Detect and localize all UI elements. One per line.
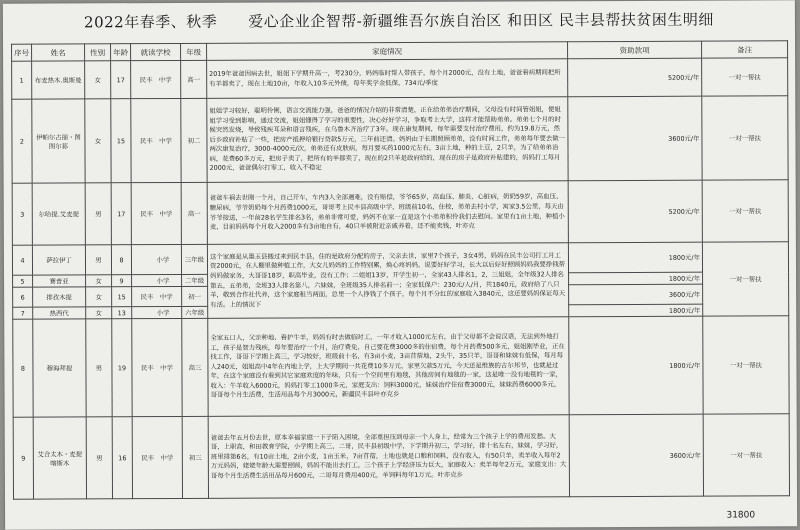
cell-gender: 女 — [86, 275, 112, 287]
cell-name: 萨拉伊丁 — [32, 245, 85, 275]
cell-grade: 初二 — [181, 98, 207, 182]
header-family: 家庭情况 — [207, 42, 568, 61]
cell-age: 16 — [112, 417, 132, 499]
cell-grade: 高一 — [181, 182, 207, 244]
cell-gender: 男 — [86, 417, 112, 499]
cell-family-detail: 爸爸去年五月份去世，原本幸福家庭一下子陷入困境，全部重担压到母亲一个人身上，经常为三个孩子上学的费用发愁。大哥，上职高，和田教育学院，小学期上高三，二哥，民丰县初级中学，下学期升初三，学习好，排十名左右，妹妹，学习好，班里排第6名，有10亩土地，2亩小麦，1亩玉米，7亩苜蓿，土地也就是口粮和饲料，没有收入，有50只羊，卖羊收入每年2万元妈妈，姥姥年龄大需要照顾，妈妈不能出去打工，三个孩子上学经济压力巨大，家庭收入：卖羊每年2万元，家庭支出：大哥每个月生活费生活用品每月600元，二哥每月费用400元，羊饲料每年1万元。叶亦克乡 — [208, 415, 569, 499]
cell-note: 一对一帮扶 — [703, 414, 789, 496]
cell-note: 一对一帮扶 — [702, 96, 788, 180]
cell-gender: 女 — [85, 61, 111, 99]
cell-family-detail: 爸爸车祸去世刚一个月，自己开车，车内3人全部遇难，没有赔偿，爷爷65岁，高血压、肺炎、心脏病，奶奶59岁，高血压、糖尿病，爷爷奶奶每个月药费1000元，哥哥考上民丰县高级中学，班级前10名，住校，弟弟去村小学，寓家3.5公里，每天由爷爷接送，一年前28名学生排名3名，弟弟非常可爱，妈妈不在家一直是这个小弟弟积伶我们去慰问。家里有1亩土地，种植小麦，目前妈妈每个月收入2000多有3亩地自有，40只羊被附近亲戚养着，还不能卖钱，叶亦克 — [207, 181, 568, 245]
cell-grade: 初三 — [182, 416, 208, 498]
cell-name: 穆海拜提 — [33, 319, 86, 417]
cell-fee: 3600元/年 — [569, 414, 703, 497]
student-table — [11, 40, 790, 499]
table-row — [12, 242, 788, 275]
cell-school: 民丰 中学 — [132, 318, 182, 416]
document-title: 2022年春季、秋季 爱心企业企智帮-新疆维吾尔族自治区 和田区 民丰县帮扶贫困生明细 — [83, 10, 714, 32]
document-page — [3, 0, 797, 529]
cell-name: 艾合太木・麦提喀斯木 — [33, 417, 86, 499]
cell-fee: 5200元/年 — [568, 58, 702, 97]
cell-gender: 男 — [86, 319, 112, 417]
cell-name: 排孜木提 — [33, 287, 86, 307]
cell-school: 小学 — [132, 306, 182, 318]
cell-school: 民丰 中学 — [131, 182, 181, 244]
cell-school: 民丰 中学 — [131, 98, 181, 182]
header-gender: 性别 — [85, 44, 111, 61]
cell-note: 一对一帮扶 — [703, 316, 789, 414]
cell-grade: 六年级 — [182, 306, 208, 318]
table-row — [12, 180, 788, 245]
cell-age: 17 — [111, 183, 131, 245]
cell-name: 布麦热木.奥斯曼 — [32, 61, 85, 99]
cell-no: 2 — [12, 99, 32, 183]
header-note: 备注 — [702, 41, 788, 58]
cell-school: 民丰 中学 — [132, 286, 182, 306]
cell-age: 9 — [112, 275, 132, 287]
table-row — [12, 96, 788, 183]
cell-grade: 高三 — [182, 318, 208, 416]
cell-family-detail: 这个家庭是从墨玉县搬过来到民丰县，住的是政府分配的房子，父亲去世，家里7个孩子，3女4男，妈妈在民丰公司打工月工资2000元，在人棚里做种植工作，大女儿妈妈的工作特别累，焕心疼妈妈，说要好好学习，长大以后好好照顾妈妈我要挣钱帮妈妈做家务，大哥哥18岁，职高毕业，没有工作；二姐姐13岁，开学生初一，全家43人排名1，2，三姐姐，全年级32人排名第五，五弟弟，全班33人排名第八，六妹妹，全班级35人排名前一；全家低保户：230元/人/月，共1840元，政府给了八只羊，敬到合作社代养，这个家庭租当两面，总里一个人挣钱了个孩子，每个月不分红的家庭收入3840元，这还要妈妈保证每天有活。上的情况下 — [207, 243, 568, 319]
cell-age: 19 — [112, 319, 132, 417]
cell-gender: 女 — [86, 287, 112, 307]
cell-gender: 女 — [86, 307, 112, 319]
cell-note: 一对一帮扶 — [702, 58, 788, 96]
cell-fee: 1800元/年 — [569, 272, 703, 285]
cell-school: 小学 — [132, 274, 182, 286]
cell-grade: 高一 — [181, 60, 207, 98]
cell-no: 3 — [12, 183, 32, 245]
header-no: 序号 — [12, 44, 32, 61]
cell-name: 热西代 — [33, 307, 86, 319]
cell-family-detail: 全家五口人，父亲种地、看护牛羊，妈妈有时去做临时工，一年才收入1000元左右，由于父母都不会说汉语，无法到外地打工，孩子是智力残疾，每年要治疗一个月，治疗费免，自己要花费3000多的住宿费，每个月药费500多元，姐姐刚毕业，正在找工作，哥哥下学期上高三，学习较好，班级前十名，有3亩小麦，3亩苜蓿地，2头牛，35只羊，哥哥和妹妹有低保，每月每人240元，姐姐高中4年在内地上学，上大学期间一共花费10多万元，家里欠款5万元，今天还是维族的古尔邦节，也就是过年，在这个家庭没有看到其它家庭欢度的年味，只有一个空间里有地毯，其他房间有地毯的一家，这是唯一没有地毯的一家，收入：牛羊收入6000元，妈妈打零工1000多元，家庭支出：饲料3000元，妹妹治疗住宿费3000元，妹妹药费6000多元，哥哥每个月生活费，生活用品每个月3000元，新疆民丰县叶亦克乡 — [208, 317, 569, 417]
cell-no: 7 — [13, 307, 33, 319]
cell-fee: 5200元/年 — [568, 180, 702, 243]
cell-grade: 二年级 — [182, 274, 208, 286]
header-fee: 资助款项 — [568, 41, 702, 59]
cell-no: 4 — [12, 245, 32, 275]
cell-age: 17 — [111, 61, 131, 99]
cell-grade: 三年级 — [181, 244, 207, 274]
cell-fee: 3600元/年 — [569, 284, 703, 305]
cell-age: 15 — [111, 99, 131, 183]
table-row — [13, 414, 789, 499]
cell-no: 1 — [12, 61, 32, 99]
cell-family-detail: 2019年爸爸因病去世，姐姐下学期升高一，考230分，妈妈临时帮人带孩子，每个月2000元，没有土地，爸爸看病期间把所有羊都卖了，现在土地10亩，年收入10多元外债，每年奖学金低保，734元/季度 — [207, 59, 568, 99]
cell-school: 民丰 中学 — [132, 416, 182, 498]
cell-family-detail: 姐姐学习较好，聪明伶俐，语言交流能力强，爸爸的情况介绍的非常清楚，正在给弟弟治疗期间，父母没有时间管姐姐，使姐姐学习受到影响，通过交流，姐姐懂得了学习的重要性，决心好好学习，争取考上大学，这样才能帮助弟弟。弟弟七个月的时候突然发烧，导致残疾耳朵和语言残疾，在乌鲁木齐治疗了3年。现在康复期间，每年需要支付治疗费用，约为19.8万元，然后乡政府补贴了一些，把房产抵押给银行贷款5万元，三年前还清。妈妈由于长期照顾弟弟，没有时间工作，弟弟每年要去做一两次康复治疗，3000-4000元/次，弟弟还有皮肤病，每月要买药1000元左右，3亩土地，种的土豆，2只羊，为了给弟弟治病，花费60多万元，把房子卖了，把所有的羊都卖了，现在的2只羊是政府给的，现在的房子是政府补贴建的，妈妈打工每月2000元，爸爸偶尔打零工，收入不稳定 — [207, 97, 568, 183]
cell-no: 9 — [13, 417, 33, 499]
total-amount: 31800 — [726, 510, 756, 521]
cell-no: 6 — [13, 287, 33, 307]
header-grade: 年级 — [181, 43, 207, 60]
cell-no: 5 — [13, 275, 33, 287]
cell-grade: 初一 — [182, 286, 208, 306]
cell-fee: 1800元/年 — [569, 304, 703, 317]
cell-fee: 1800元/年 — [568, 242, 702, 273]
header-school: 就读学校 — [131, 43, 181, 60]
cell-fee: 3600元/年 — [568, 96, 702, 181]
header-age: 年龄 — [111, 44, 131, 61]
cell-gender: 男 — [85, 245, 111, 275]
cell-age: 8 — [111, 245, 131, 275]
table-row — [13, 316, 789, 417]
table-row — [12, 58, 788, 99]
cell-school: 小学 — [131, 244, 181, 274]
cell-name: 伊帕尔古丽・图图尔荪 — [32, 99, 85, 183]
cell-school: 民丰 中学 — [131, 60, 181, 98]
cell-fee: 1800元/年 — [569, 316, 703, 415]
cell-note: 一对一帮扶 — [702, 242, 788, 316]
header-name: 姓名 — [32, 44, 85, 61]
cell-note: 一对一帮扶 — [702, 180, 788, 242]
cell-age: 15 — [112, 287, 132, 307]
cell-no: 8 — [13, 319, 33, 417]
cell-gender: 女 — [85, 99, 111, 183]
cell-gender: 男 — [85, 183, 111, 245]
cell-age: 13 — [112, 307, 132, 319]
cell-name: 赛普亚 — [33, 275, 86, 287]
cell-name: 尔哈提.艾麦提 — [32, 183, 85, 245]
